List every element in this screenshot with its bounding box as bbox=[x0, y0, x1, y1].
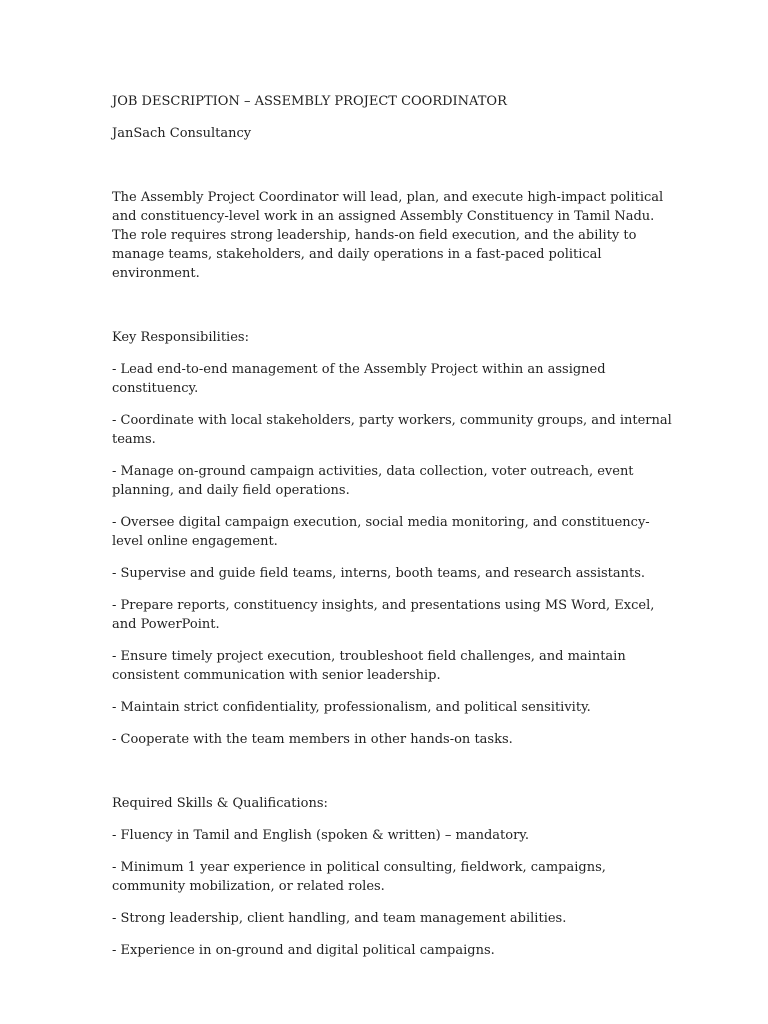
list-item: - Fluency in Tamil and English (spoken & written) – mandatory. bbox=[112, 828, 530, 843]
company-name: JanSach Consultancy bbox=[112, 126, 252, 141]
list-item: - Prepare reports, constituency insights, and presentations using MS Word, Excel, and PowerPoint. bbox=[112, 598, 655, 632]
intro-paragraph: The Assembly Project Coordinator will lead, plan, and execute high-impact political and constituency-level work in an assigned Assembly Constituency in Tamil Nadu. The role requires strong leadership, hands-on field execution, and the ability to manage teams, stakeholders, and daily operations in a fast-paced political environment. bbox=[112, 190, 664, 281]
list-item: - Oversee digital campaign execution, social media monitoring, and constituency-level online engagement. bbox=[112, 515, 650, 549]
skills-list bbox=[112, 826, 672, 960]
list-item: - Experience in on-ground and digital political campaigns. bbox=[112, 943, 495, 958]
list-item: - Manage on-ground campaign activities, data collection, voter outreach, event planning, and daily field operations. bbox=[112, 464, 634, 498]
list-item: - Minimum 1 year experience in political consulting, fieldwork, campaigns, community mobilization, or related roles. bbox=[112, 860, 606, 894]
document-title: JOB DESCRIPTION – ASSEMBLY PROJECT COORDINATOR bbox=[112, 94, 507, 109]
list-item: - Coordinate with local stakeholders, party workers, community groups, and internal teams. bbox=[112, 413, 672, 447]
list-item: - Ensure timely project execution, troubleshoot field challenges, and maintain consistent communication with senior leadership. bbox=[112, 649, 626, 683]
list-item: - Maintain strict confidentiality, professionalism, and political sensitivity. bbox=[112, 700, 591, 715]
list-item: - Lead end-to-end management of the Assembly Project within an assigned constituency. bbox=[112, 362, 606, 396]
list-item: - Cooperate with the team members in other hands-on tasks. bbox=[112, 732, 513, 747]
responsibilities-list bbox=[112, 360, 672, 749]
list-item: - Strong leadership, client handling, and team management abilities. bbox=[112, 911, 567, 926]
list-item: - Supervise and guide field teams, interns, booth teams, and research assistants. bbox=[112, 566, 646, 581]
document-body bbox=[112, 92, 672, 960]
skills-heading: Required Skills & Qualifications: bbox=[112, 796, 328, 811]
responsibilities-heading: Key Responsibilities: bbox=[112, 330, 249, 345]
section-spacer bbox=[112, 749, 672, 794]
